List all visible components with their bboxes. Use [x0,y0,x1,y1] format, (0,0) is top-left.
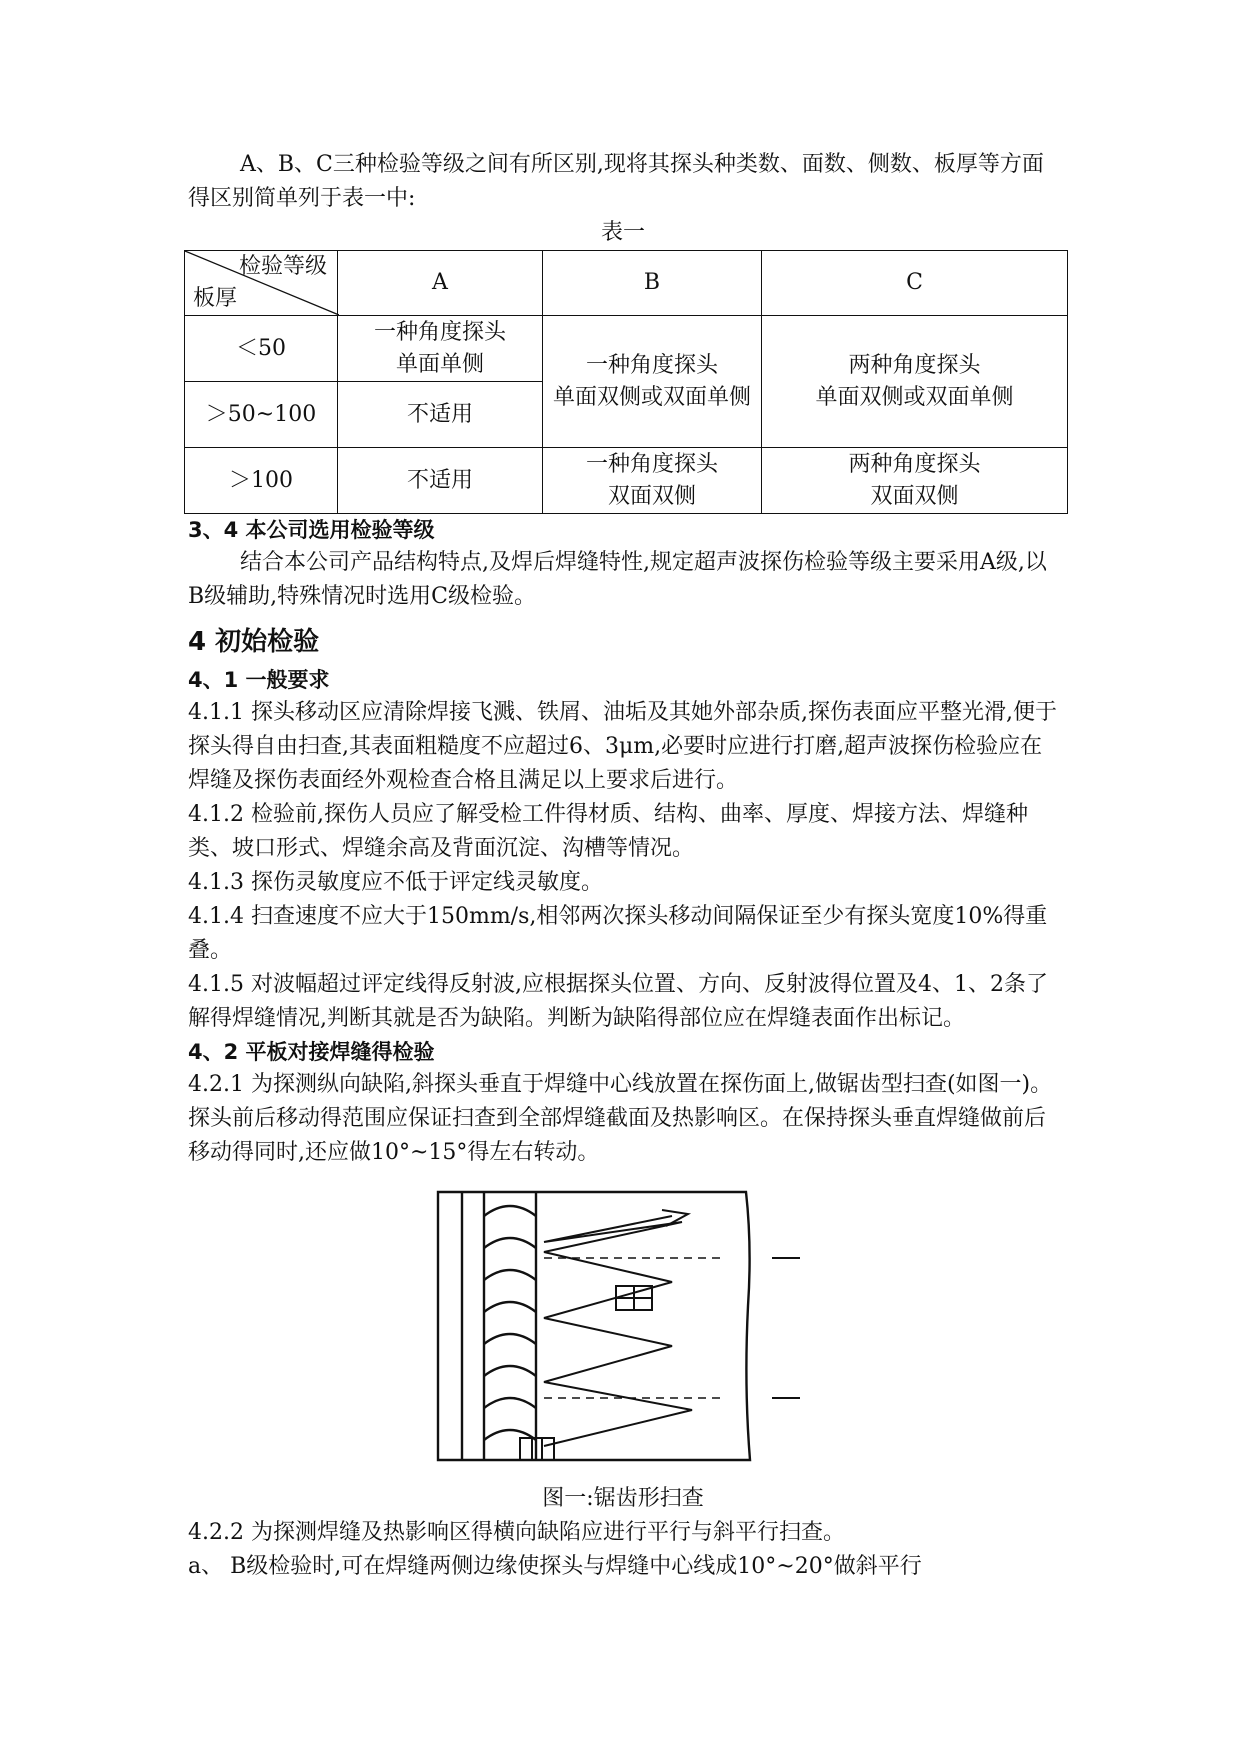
cell-c-gt100: 两种角度探头 双面双侧 [762,448,1068,514]
cell-a-50-100: 不适用 [338,382,543,448]
item-4-1-5: 4.1.5 对波幅超过评定线得反射波,应根据探头位置、方向、反射波得位置及4、1、2条了解得焊缝情况,判断其就是否为缺陷。判断为缺陷得部位应在焊缝表面作出标记。 [188,972,1048,1031]
column-header-b: B [543,251,762,316]
cell-a-lt50: 一种角度探头 单面单侧 [338,316,543,382]
heading-3-4: 3、4 本公司选用检验等级 [188,518,435,542]
cell-a-gt100: 不适用 [338,448,543,514]
corner-top-label: 检验等级 [238,254,327,279]
paragraph-3-4: 结合本公司产品结构特点,及焊后焊缝特性,规定超声波探伤检验等级主要采用A级,以B级辅助,特殊情况时选用C级检验。 [188,550,1047,609]
heading-4-1: 4、1 一般要求 [188,668,330,692]
row-thickness-gt100: ＞100 [185,448,338,514]
intro-paragraph: A、B、C三种检验等级之间有所区别,现将其探头种类数、面数、侧数、板厚等方面得区别简单列于表一中: [188,152,1044,211]
item-4-1-1: 4.1.1 探头移动区应清除焊接飞溅、铁屑、油垢及其她外部杂质,探伤表面应平整光滑,便于探头得自由扫查,其表面粗糙度不应超过6、3μm,必要时应进行打磨,超声波探伤检验应在焊缝及探伤表面经外观检查合格且满足以上要求后进行。 [188,700,1057,793]
cell-b-gt100: 一种角度探头 双面双侧 [543,448,762,514]
cell-b-merged: 一种角度探头 单面双侧或双面单侧 [543,316,762,448]
table-caption: 表一 [600,220,645,245]
heading-4: 4 初始检验 [188,627,320,657]
column-header-a: A [338,251,543,316]
sawtooth-scan-figure [188,1186,1058,1468]
item-4-2-1: 4.2.1 为探测纵向缺陷,斜探头垂直于焊缝中心线放置在探伤面上,做锯齿型扫查(如图一)。探头前后移动得范围应保证扫查到全部焊缝截面及热影响区。在保持探头垂直焊缝做前后移动得同时,还应做10°~15°得左右转动。 [188,1072,1053,1165]
item-4-2-2: 4.2.2 为探测焊缝及热影响区得横向缺陷应进行平行与斜平行扫查。 [188,1520,845,1545]
inspection-grade-table [184,250,1068,514]
sawtooth-scan-diagram-icon [432,1186,822,1466]
row-thickness-lt50: ＜50 [185,316,338,382]
item-4-1-3: 4.1.3 探伤灵敏度应不低于评定线灵敏度。 [188,870,603,895]
document-body [188,148,1058,1584]
corner-bottom-label: 板厚 [193,286,238,311]
column-header-c: C [762,251,1068,316]
heading-4-2: 4、2 平板对接焊缝得检验 [188,1040,435,1064]
item-4-1-2: 4.1.2 检验前,探伤人员应了解受检工件得材质、结构、曲率、厚度、焊接方法、焊缝种类、坡口形式、焊缝余高及背面沉淀、沟槽等情况。 [188,802,1028,861]
item-4-1-4: 4.1.4 扫查速度不应大于150mm/s,相邻两次探头移动间隔保证至少有探头宽度10%得重叠。 [188,904,1048,963]
table-corner-header [185,251,338,316]
item-a: a、 B级检验时,可在焊缝两侧边缘使探头与焊缝中心线成10°~20°做斜平行 [188,1554,922,1579]
figure-caption: 图一:锯齿形扫查 [542,1486,704,1511]
row-thickness-50-100: ＞50~100 [185,382,338,448]
cell-c-merged: 两种角度探头 单面双侧或双面单侧 [762,316,1068,448]
